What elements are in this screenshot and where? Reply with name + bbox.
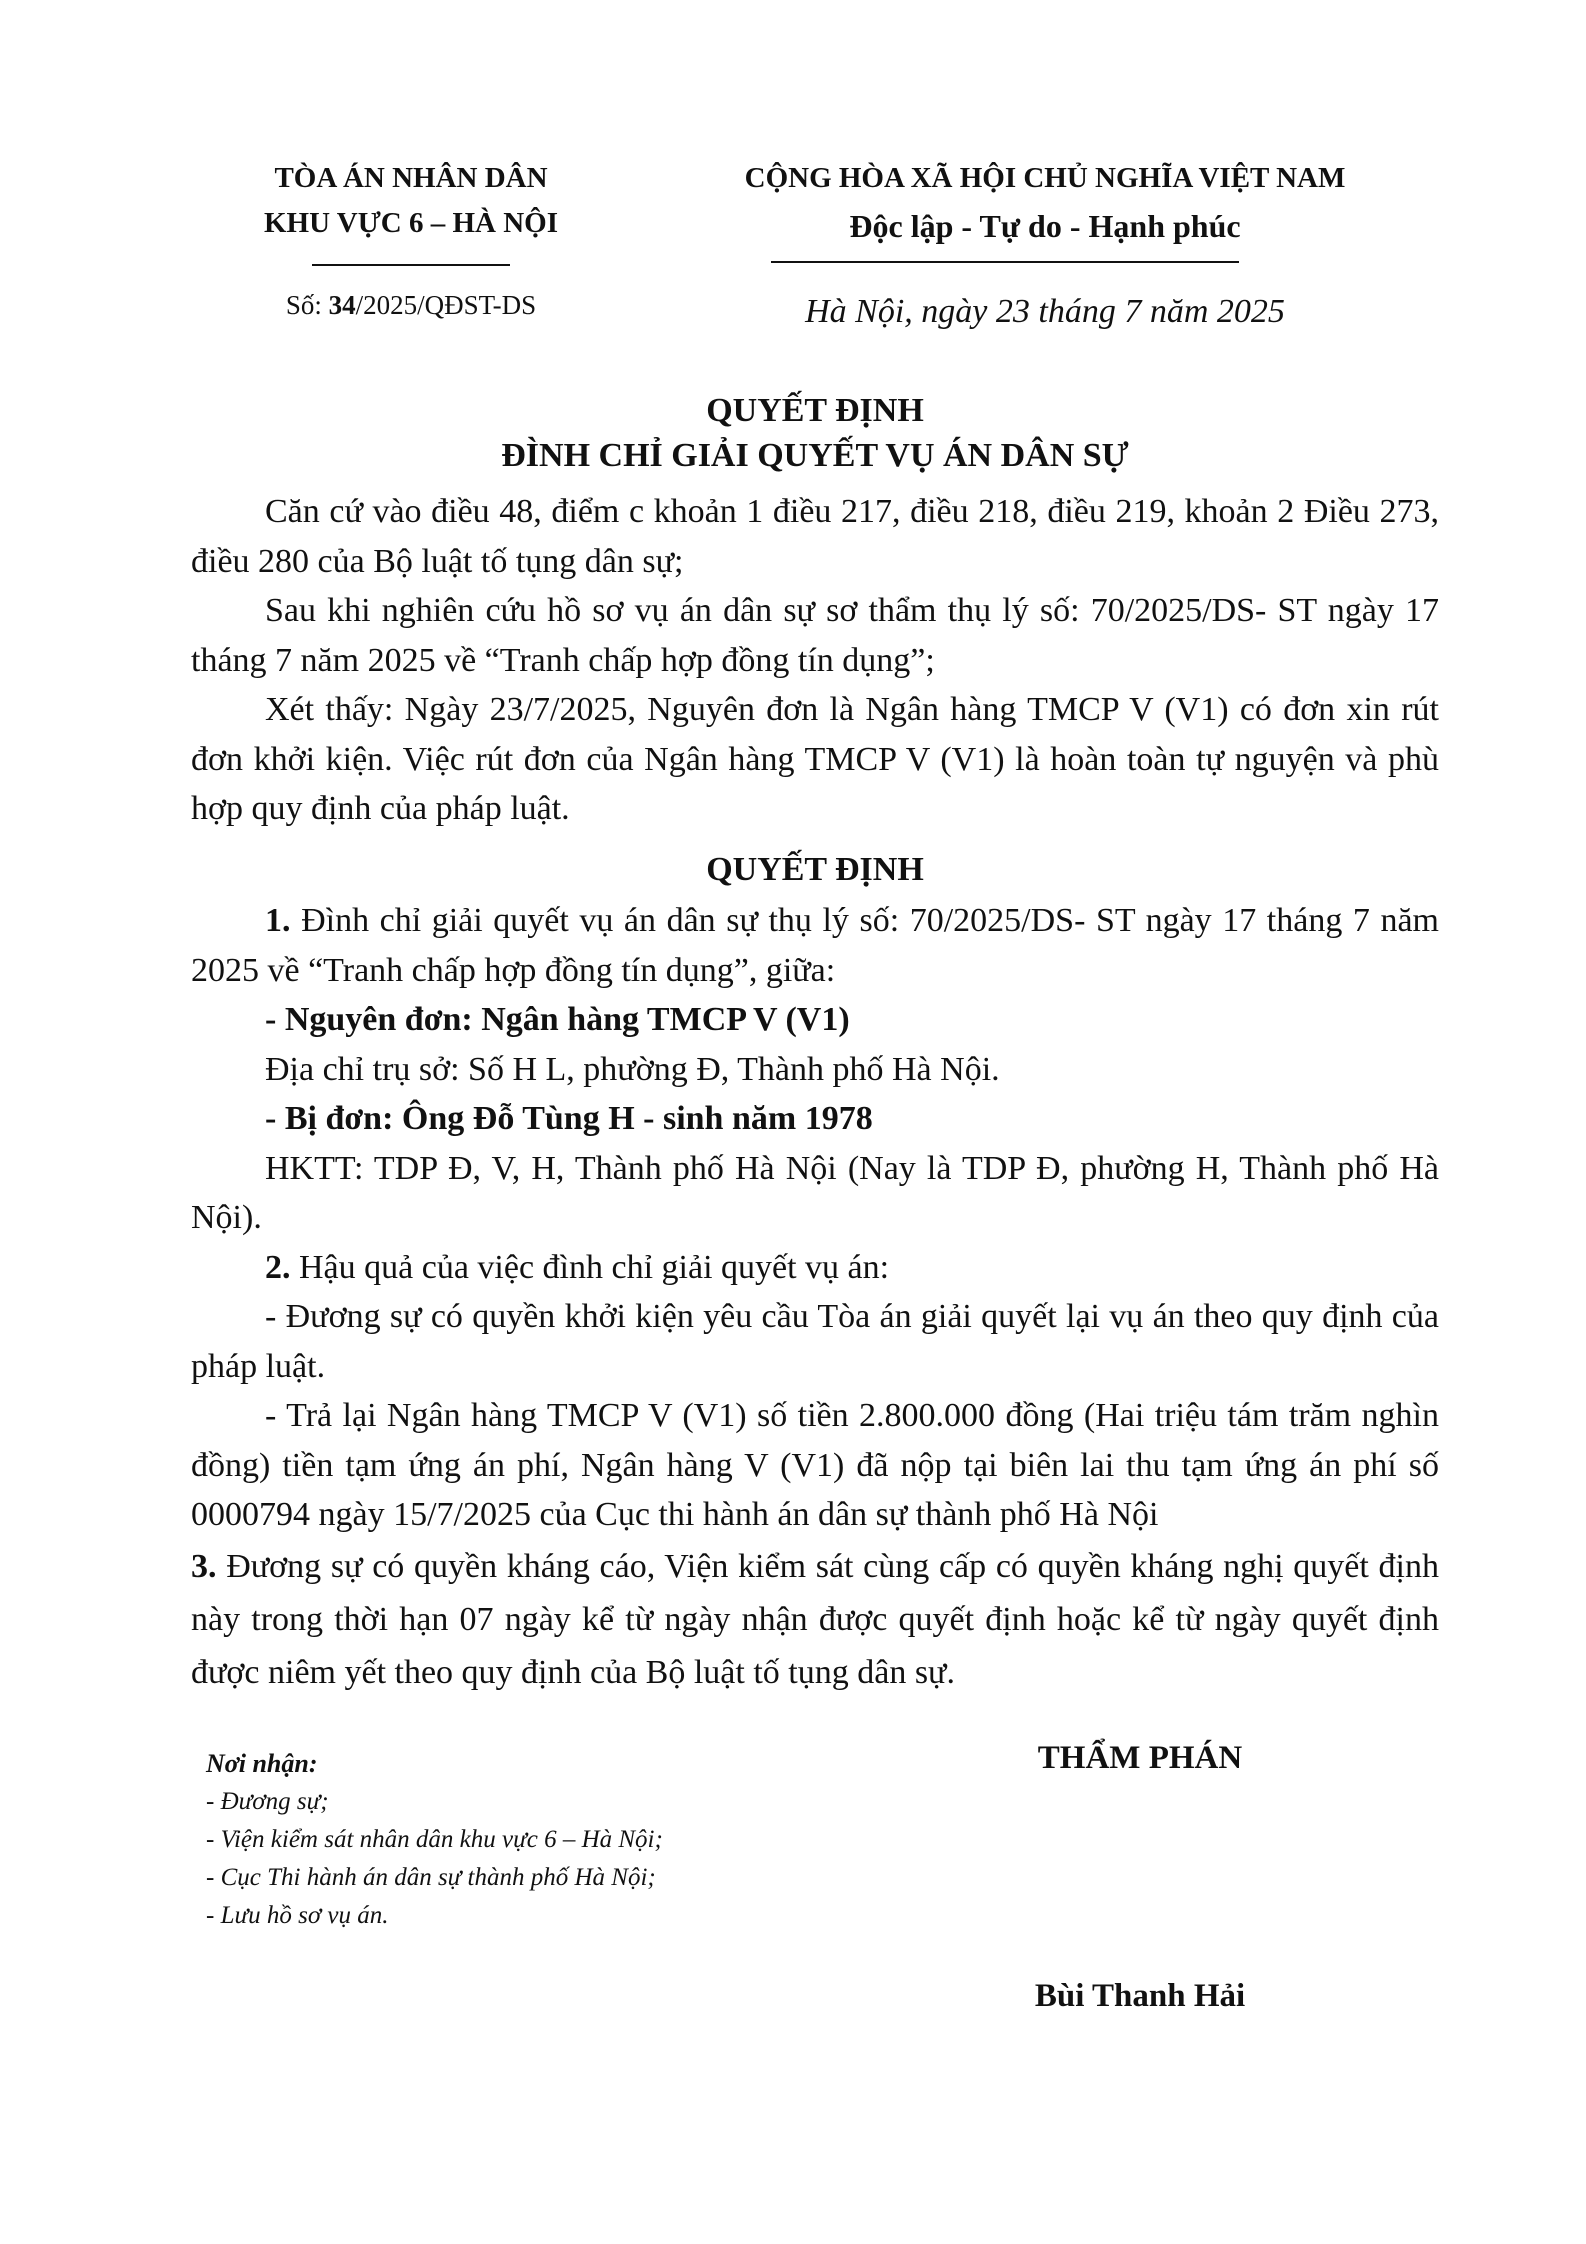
signer-role: THẨM PHÁN	[1037, 1740, 1243, 1776]
recipient-item: - Đương sự;	[206, 1788, 329, 1815]
recipient-item: - Lưu hồ sơ vụ án.	[206, 1902, 389, 1929]
decision-item-2a: - Đương sự có quyền khởi kiện yêu cầu Tòa án giải quyết lại vụ án theo quy định của pháp luật.	[191, 1298, 1439, 1385]
recipient-item: - Cục Thi hành án dân sự thành phố Hà Nội;	[206, 1864, 656, 1891]
decision-item-3: 3. Đương sự có quyền kháng cáo, Viện kiểm sát cùng cấp có quyền kháng nghị quyết định này trong thời hạn 07 ngày kể từ ngày nhận được quyết định hoặc kể từ ngày quyết định được niêm yết theo quy định của Bộ luật tố tụng dân sự.	[191, 1547, 1439, 1691]
basis-paragraph-3: Xét thấy: Ngày 23/7/2025, Nguyên đơn là Ngân hàng TMCP V (V1) có đơn xin rút đơn khởi kiện. Việc rút đơn của Ngân hàng TMCP V (V1) là hoàn toàn tự nguyện và phù hợp quy định của pháp luật.	[191, 691, 1439, 827]
nation-motto: Độc lập - Tự do - Hạnh phúc	[849, 208, 1241, 244]
decision-number: Số: 34/2025/QĐST-DS	[285, 290, 537, 320]
place-date: Hà Nội, ngày 23 tháng 7 năm 2025	[805, 293, 1285, 330]
defendant-line: - Bị đơn: Ông Đỗ Tùng H - sinh năm 1978	[265, 1100, 873, 1137]
basis-paragraph-1: Căn cứ vào điều 48, điểm c khoản 1 điều 217, điều 218, điều 219, khoản 2 Điều 273, điều 280 của Bộ luật tố tụng dân sự;	[191, 493, 1439, 580]
recipient-item: - Viện kiểm sát nhân dân khu vực 6 – Hà Nội;	[206, 1826, 663, 1853]
court-name-line1: TÒA ÁN NHÂN DÂN	[274, 162, 548, 194]
decision-heading: QUYẾT ĐỊNH	[706, 851, 924, 888]
recipients-block	[206, 1745, 663, 1935]
decision-item-1: 1. Đình chỉ giải quyết vụ án dân sự thụ lý số: 70/2025/DS- ST ngày 17 tháng 7 năm 2025 về “Tranh chấp hợp đồng tín dụng”, giữa:	[191, 902, 1439, 989]
decision-item-2: 2. Hậu quả của việc đình chỉ giải quyết vụ án:	[265, 1248, 890, 1286]
decision-section	[191, 896, 1439, 1699]
signer-name: Bùi Thanh Hải	[1034, 1978, 1246, 2014]
plaintiff-line: - Nguyên đơn: Ngân hàng TMCP V (V1)	[265, 1001, 850, 1038]
decision-item-2b: - Trả lại Ngân hàng TMCP V (V1) số tiền 2.800.000 đồng (Hai triệu tám trăm nghìn đồng) tiền tạm ứng án phí, Ngân hàng V (V1) đã nộp tại biên lai thu tạm ứng án phí số 0000794 ngày 15/7/2025 của Cục thi hành án dân sự thành phố Hà Nội	[191, 1397, 1439, 1533]
basis-section	[191, 487, 1439, 834]
nation-title: CỘNG HÒA XÃ HỘI CHỦ NGHĨA VIỆT NAM	[744, 162, 1346, 194]
page-subtitle: ĐÌNH CHỈ GIẢI QUYẾT VỤ ÁN DÂN SỰ	[501, 437, 1129, 474]
recipients-label: Nơi nhận:	[206, 1749, 318, 1778]
court-name-line2: KHU VỰC 6 – HÀ NỘI	[263, 207, 559, 239]
page-title: QUYẾT ĐỊNH	[706, 392, 924, 429]
basis-paragraph-2: Sau khi nghiên cứu hồ sơ vụ án dân sự sơ thẩm thụ lý số: 70/2025/DS- ST ngày 17 tháng 7 năm 2025 về “Tranh chấp hợp đồng tín dụng”;	[191, 592, 1439, 679]
defendant-address: HKTT: TDP Đ, V, H, Thành phố Hà Nội (Nay là TDP Đ, phường H, Thành phố Hà Nội).	[191, 1149, 1439, 1236]
plaintiff-address: Địa chỉ trụ sở: Số H L, phường Đ, Thành phố Hà Nội.	[265, 1050, 1000, 1088]
motto-underline	[771, 261, 1239, 263]
court-underline	[312, 264, 510, 266]
